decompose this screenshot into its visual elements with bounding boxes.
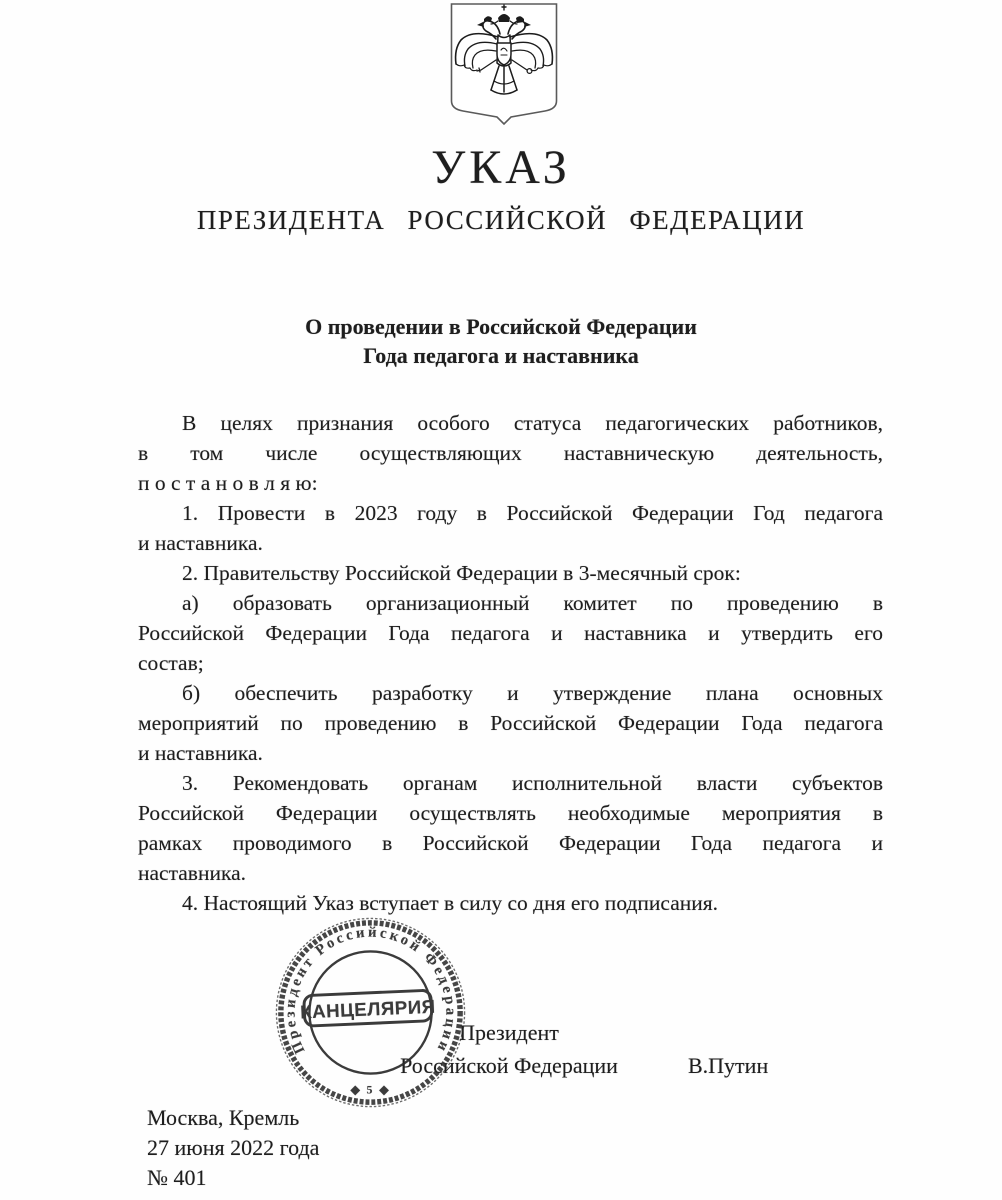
issue-block — [147, 1103, 319, 1193]
subject-line-2: Года педагога и наставника — [363, 343, 639, 368]
decree-body-line: В целях признания особого статуса педагогических работников, — [182, 411, 883, 435]
decree-body-line: Российской Федерации Года педагога и наставника и утвердить его — [138, 621, 883, 645]
signatory-name: В.Путин — [688, 1053, 769, 1078]
coat-of-arms-icon — [450, 2, 558, 126]
stamp-center-label: КАНЦЕЛЯРИЯ — [299, 995, 436, 1023]
decree-body-line: Российской Федерации осуществлять необходимые мероприятия в — [138, 801, 883, 825]
decree-body-line: 1. Провести в 2023 году в Российской Федерации Год педагога — [182, 501, 883, 525]
decree-body-line: мероприятий по проведению в Российской Федерации Года педагога — [138, 711, 883, 735]
decree-body-line: и наставника. — [138, 741, 263, 765]
stamp-ring-text: Президент Российской Федерации — [282, 924, 459, 1057]
decree-body-line: 2. Правительству Российской Федерации в 3-месячный срок: — [182, 561, 741, 585]
decree-title: УКАЗ — [431, 141, 571, 194]
decree-body-line: состав; — [138, 651, 204, 675]
decree-body-line: в том числе осуществляющих наставническую деятельность, — [138, 441, 883, 465]
stamp-bottom-text: ◆ 5 ◆ — [350, 1082, 391, 1097]
decree-body-line: а) образовать организационный комитет по проведению в — [182, 591, 883, 615]
issue-place: Москва, Кремль — [147, 1105, 300, 1130]
emblem-box — [450, 2, 558, 126]
decree-body-line: наставника. — [138, 861, 246, 885]
chancellery-stamp — [272, 914, 469, 1111]
decree-body — [138, 408, 883, 918]
decree-body-line: 4. Настоящий Указ вступает в силу со дня его подписания. — [182, 891, 719, 915]
decree-body-line: п о с т а н о в л я ю: — [138, 471, 318, 495]
issue-date: 27 июня 2022 года — [147, 1135, 320, 1160]
decree-body-line: б) обеспечить разработку и утверждение плана основных — [182, 681, 883, 705]
decree-subtitle: ПРЕЗИДЕНТА РОССИЙСКОЙ ФЕДЕРАЦИИ — [196, 205, 806, 235]
signature-title-line2: Российской Федерации — [400, 1053, 618, 1078]
signature-title-line1: Президент — [459, 1020, 559, 1045]
stamp-center-box — [300, 990, 437, 1026]
decree-number: № 401 — [147, 1165, 207, 1190]
decree-subject — [0, 312, 1002, 370]
decree-body-line: 3. Рекомендовать органам исполнительной власти субъектов — [182, 771, 883, 795]
decree-body-line: и наставника. — [138, 531, 263, 555]
decree-body-line: рамках проводимого в Российской Федерации Года педагога и — [138, 831, 883, 855]
subject-line-1: О проведении в Российской Федерации — [305, 314, 697, 339]
